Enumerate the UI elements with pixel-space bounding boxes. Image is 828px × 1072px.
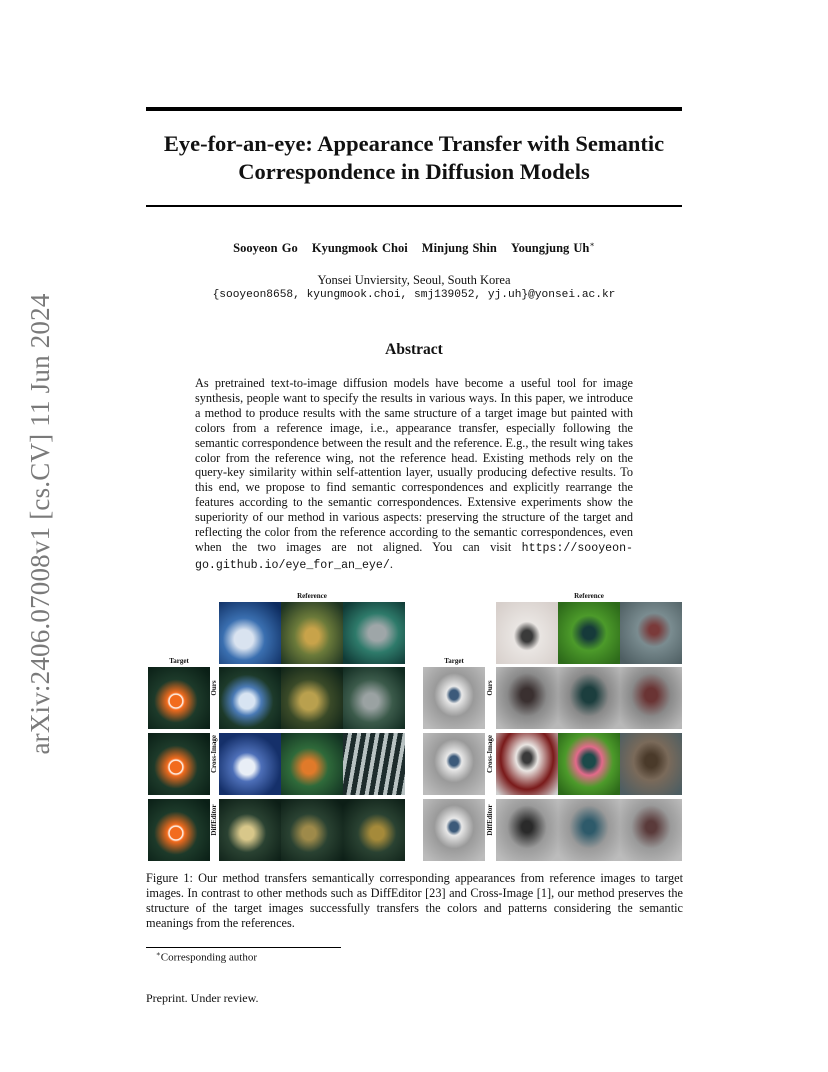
reference-image-fish-1 [219,602,281,664]
reference-label-left: Reference [297,592,327,600]
cross-image-fish-1 [219,733,281,795]
target-image-bird-3 [423,799,485,861]
reference-image-bird-2 [558,602,620,664]
ours-image-fish-1 [219,667,281,729]
target-image-bird-2 [423,733,485,795]
cross-image-fish-3 [343,733,405,795]
ours-image-bird-3 [620,667,682,729]
diffeditor-image-bird-3 [620,799,682,861]
target-image-bird-1 [423,667,485,729]
target-image-fish-3 [148,799,210,861]
top-rule [146,107,682,111]
abstract-text: As pretrained text-to-image diffusion models have become a useful tool for image synthesis, people want to specify the results in various ways. In this paper, we introduce a method to produce results with the same structure of a target image but painted with colors from a reference image, i.e., appearance transfer, especially following the semantic correspondence between the result and the reference. E.g., the result wing takes color from the reference wing, not the reference head. Existing methods rely on the query-key similarity within self-attention layer, usually producing defective results. To this end, we propose to find semantic correspondences and explicitly rearrange the features according to the semantic correspondences. Extensive experiments show the superiority of our method in various aspects: preserving the structure of the target and reflecting the color from the reference according to the semantic correspondences, even when the two images are not aligned. You can visit [195,376,633,554]
row-label-ours-right: Ours [486,680,494,696]
footnote-text: Corresponding author [160,951,257,964]
target-label-left: Target [169,657,189,665]
abstract-end: . [389,556,393,571]
diffeditor-image-bird-2 [558,799,620,861]
abstract-body [195,376,633,574]
reference-image-fish-3 [343,602,405,664]
row-label-diffeditor-right: DiffEditor [486,804,494,836]
ours-image-bird-2 [558,667,620,729]
row-label-ours-left: Ours [210,680,218,696]
cross-image-fish-2 [281,733,343,795]
paper-title [146,130,682,186]
footnote-mark: ∗ [156,950,161,958]
row-label-diffeditor-left: DiffEditor [210,804,218,836]
title-line-2: Correspondence in Diffusion Models [238,159,590,184]
arxiv-identifier: arXiv:2406.07008v1 [cs.CV] 11 Jun 2024 [25,293,55,755]
affiliation: Yonsei Unviersity, Seoul, South Korea [317,273,511,287]
diffeditor-image-bird-1 [496,799,558,861]
figure-1 [146,590,683,865]
abstract-heading: Abstract [385,341,443,358]
title-line-1: Eye-for-an-eye: Appearance Transfer with Semantic [163,131,665,156]
cross-image-bird-1 [496,733,558,795]
diffeditor-image-fish-1 [219,799,281,861]
target-image-fish-2 [148,733,210,795]
diffeditor-image-fish-3 [343,799,405,861]
author-3: Minjung Shin [421,241,497,256]
author-4-name: Youngjung Uh [510,241,590,256]
row-label-cross-image-right: Cross-Image [486,735,494,773]
reference-image-bird-1 [496,602,558,664]
ours-image-bird-1 [496,667,558,729]
diffeditor-image-fish-2 [281,799,343,861]
author-1: Sooyeon Go [233,241,298,256]
footnote-rule [146,947,341,948]
reference-label-right: Reference [574,592,604,600]
footnote [156,950,257,964]
reference-image-fish-2 [281,602,343,664]
reference-image-bird-3 [620,602,682,664]
target-label-right: Target [444,657,464,665]
author-emails: {sooyeon8658, kyungmook.choi, smj139052, yj.uh}@yonsei.ac.kr [212,289,616,301]
author-2: Kyungmook Choi [311,241,408,256]
ours-image-fish-3 [343,667,405,729]
target-image-fish-1 [148,667,210,729]
ours-image-fish-2 [281,667,343,729]
project-url-link[interactable]: https://sooyeon-go.github.io/eye_for_an_eye/ [195,541,633,572]
author-list [146,240,682,256]
corresponding-mark: ∗ [589,240,595,249]
preprint-notice: Preprint. Under review. [146,991,259,1005]
row-label-cross-image-left: Cross-Image [210,735,218,773]
author-4 [511,241,595,255]
cross-image-bird-3 [620,733,682,795]
title-bottom-rule [146,205,682,207]
figure-1-caption: Figure 1: Our method transfers semantically corresponding appearances from reference images to target images. In contrast to other methods such as DiffEditor [23] and Cross-Image [1], our method preserves the structure of the target images successfully transfers the colors and patterns considering the semantic meanings from the references. [146,871,683,930]
cross-image-bird-2 [558,733,620,795]
